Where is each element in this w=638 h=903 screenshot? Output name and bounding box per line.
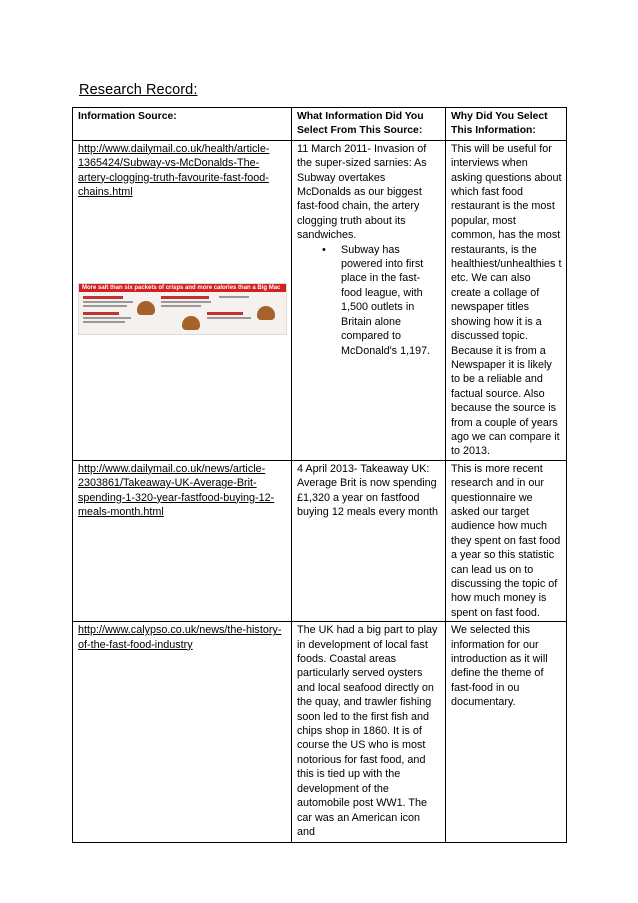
page-title: Research Record: [79,82,198,98]
reason-cell: This is more recent research and in our questionnaire we asked our target audience how much they spent on fast food a year so this statistic can lead us on to discussing the topic of how much money is spent on fast food. [446,460,567,621]
reason-cell: We selected this information for our introduction as it will define the theme of fast-food in ou documentary. [446,622,567,843]
source-cell [73,622,292,843]
source-link[interactable]: http://www.calypso.co.uk/news/the-history-of-the-fast-food-industry [78,624,282,651]
header-information-source: Information Source: [73,108,292,141]
info-text: 11 March 2011- Invasion of the super-sized sarnies: As Subway overtakes McDonalds as our biggest fast-food chain, the artery clogging truth about its sandwiches. [297,142,427,242]
list-item: • Subway has powered into first place in the fast-food league, with 1,500 outlets in Britain alone compared to McDonald's 1,197. [341,243,441,358]
source-cell [73,460,292,621]
reason-cell: This will be useful for interviews when asking questions about which fast food restaurant is the most popular, most common, has the most restaurants, is the healthiest/unhealthies t etc. We can also create a collage of newspaper titles showing how it is a discussed topic. Because it is from a Newspaper it is likely to be a reliable and factual source. Also because the source is from a couple of years ago we can compare it to 2013. [446,140,567,460]
info-cell: 4 April 2013- Takeaway UK: Average Brit is now spending £1,320 a year on fastfood buying 12 meals every month [292,460,446,621]
info-cell: The UK had a big part to play in development of local fast foods. Coastal areas particularly served oysters and local seafood directly on the quay, and trawler fishing soon led to the first fish and chips shop in 1860. It is of course the US who is most notorious for fast food, and this is tied up with the development of the automobile post WW1. The car was an American icon and [292,622,446,843]
table-row [73,460,567,621]
source-cell [73,140,292,460]
info-cell [292,140,446,460]
header-why-selected: Why Did You Select This Information: [446,108,567,141]
info-bullet-list [297,243,441,358]
research-record-table [72,107,567,843]
table-header-row [73,108,567,141]
source-link[interactable]: http://www.dailymail.co.uk/health/article-1365424/Subway-vs-McDonalds-The-artery-clogging-truth-favourite-fast-food-chains.html [78,142,270,199]
table-row [73,622,567,843]
table-row [73,140,567,460]
source-link[interactable]: http://www.dailymail.co.uk/news/article-2303861/Takeaway-UK-Average-Brit-spending-1-320-year-fastfood-buying-12-meals-month.html [78,462,275,518]
header-what-information: What Information Did You Select From This Source: [292,108,446,141]
newspaper-clipping-image [78,283,287,335]
clipping-headline: More salt than six packets of crisps and more calories than a Big Mac [79,284,286,292]
